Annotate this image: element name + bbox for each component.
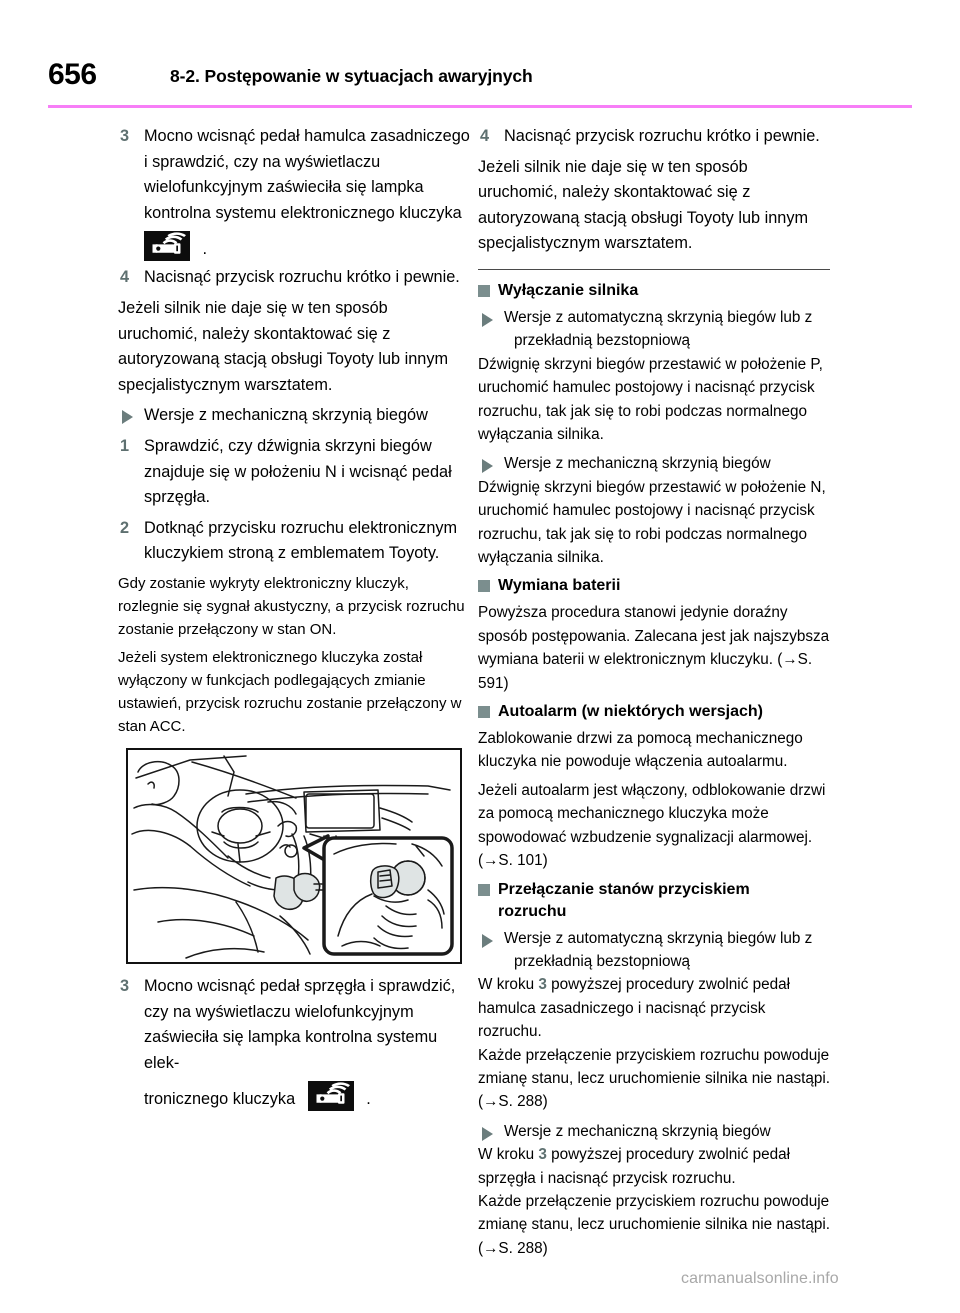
step-number: 4 xyxy=(480,127,490,145)
step-text-continuation-line xyxy=(118,1081,470,1113)
switch-text-suffix: powyższej procedury zwolnić pedał hamulca zasadniczego i nacisnąć przycisk rozruchu. xyxy=(478,976,791,1041)
paragraph-battery-replacement: Powyższa procedura stanowi jedynie doraźny sposób postępowania. Zalecana jest jak najszybsza wymiana baterii w elektronicznym kluczyku. (→S. 591) xyxy=(478,604,830,692)
bullet-automatic-transmission xyxy=(478,927,830,974)
switch-text-prefix: W kroku xyxy=(478,1146,535,1164)
paragraph-contact-dealer: Jeżeli silnik nie daje się w ten sposób uruchomić, należy skontaktować się z autoryzowaną stacją obsługi Toyoty lub innym specjalistycznym warsztatem. xyxy=(478,157,809,253)
inline-step-number: 3 xyxy=(538,976,547,994)
step-item xyxy=(478,124,830,150)
step-item xyxy=(118,124,470,226)
step-text-tail: tronicznego kluczyka xyxy=(144,1090,296,1109)
step-text: Sprawdzić, czy dźwignia skrzyni biegów znajduje się w położeniu N i wcisnąć pedał sprzęgła. xyxy=(144,436,452,507)
bullet-label: Wersje z mechaniczną skrzynią biegów xyxy=(504,455,771,473)
inline-step-number: 3 xyxy=(538,1146,547,1164)
section-title: 8-2. Postępowanie w sytuacjach awaryjnych xyxy=(170,66,533,86)
paragraph-switch-automatic xyxy=(478,973,830,1043)
footer-watermark: carmanualsonline.info xyxy=(681,1270,839,1287)
heading-battery-replacement xyxy=(478,575,830,597)
step-item xyxy=(118,974,470,1076)
paragraph-shutdown-automatic: Dźwignię skrzyni biegów przestawić w położenie P, uruchomić hamulec postojowy i nacisnąć przycisk rozruchu, tak jak się to robi podczas normalnego wyłączania silnika. xyxy=(478,355,823,443)
bullet-label: Wersje z mechaniczną skrzynią biegów xyxy=(504,1122,771,1140)
step-text: Mocno wcisnąć pedał hamulca zasadniczego i sprawdzić, czy na wyświetlaczu wielofunkcyjnym zaświeciła się lampka kontrolna systemu elektronicznego kluczyka xyxy=(144,127,470,222)
heading-label: Autoalarm (w niektórych wersjach) xyxy=(498,703,763,721)
bullet-automatic-transmission xyxy=(478,306,830,353)
step-number: 2 xyxy=(120,518,130,537)
paragraph-system-disabled: Jeżeli system elektronicznego kluczyka został wyłączony w funkcjach podlegających zmianie ustawień, przycisk rozruchu zostanie przełączony w stan ACC. xyxy=(118,648,462,735)
bullet-label: Wersje z automatyczną skrzynią biegów lub z przekładnią bezstopniową xyxy=(504,929,813,970)
step-text: Nacisnąć przycisk rozruchu krótko i pewnie. xyxy=(144,268,460,287)
heading-label: Wyłączanie silnika xyxy=(498,281,639,299)
step-text: Nacisnąć przycisk rozruchu krótko i pewnie. xyxy=(504,127,820,145)
switch-text-suffix: powyższej procedury zwolnić pedał sprzęgła i nacisnąć przycisk rozruchu. xyxy=(478,1146,791,1187)
page-header xyxy=(0,0,960,112)
paragraph-switch-manual xyxy=(478,1143,830,1190)
bullet-label: Wersje z automatyczną skrzynią biegów lub z przekładnią bezstopniową xyxy=(504,308,813,350)
bullet-manual-transmission xyxy=(478,1120,830,1143)
electronic-key-lamp-icon xyxy=(144,231,190,261)
heading-label: Wymiana baterii xyxy=(498,577,621,595)
step-number: 4 xyxy=(120,268,130,287)
right-column xyxy=(478,124,830,1260)
step-item xyxy=(118,265,470,291)
heading-label-line1: Przełączanie stanów przyciskiem xyxy=(498,880,750,898)
step-text: Mocno wcisnąć pedał sprzęgła i sprawdzić, czy na wyświetlaczu wielofunkcyjnym zaświeciła się lampka kontrolna systemu elek- xyxy=(144,976,456,1072)
step-item xyxy=(118,434,470,511)
left-column xyxy=(118,124,470,1113)
illustration-car-interior-start-button xyxy=(126,748,462,964)
step-number: 1 xyxy=(120,436,130,455)
step-number: 3 xyxy=(120,127,130,145)
step-number: 3 xyxy=(120,976,130,995)
heading-start-button-states xyxy=(478,879,830,923)
step-item xyxy=(118,516,470,567)
bullet-manual-transmission xyxy=(478,452,830,475)
heading-engine-shutdown xyxy=(478,280,830,302)
header-divider-rule xyxy=(48,105,912,108)
bullet-manual-transmission xyxy=(118,403,470,429)
page-number: 656 xyxy=(48,58,97,91)
heading-autoalarm xyxy=(478,701,830,723)
paragraph-switch-automatic-note: Każde przełączenie przyciskiem rozruchu powoduje zmianę stanu, lecz uruchomienie silnika nie nastąpi. (→S. 288) xyxy=(478,1046,831,1111)
paragraph-switch-manual-note: Każde przełączenie przyciskiem rozruchu powoduje zmianę stanu, lecz uruchomienie silnika nie nastąpi. (→S. 288) xyxy=(478,1192,831,1257)
key-icon-trailing-punctuation: . xyxy=(366,1090,371,1109)
section-divider-rule xyxy=(478,269,830,270)
key-icon-line xyxy=(118,231,470,261)
paragraph-key-detected: Gdy zostanie wykryty elektroniczny kluczyk, rozlegnie się sygnał akustyczny, a przycisk rozruchu zostanie przełączony w stan ON. xyxy=(118,574,465,638)
electronic-key-lamp-icon xyxy=(308,1081,354,1111)
paragraph-alarm-lock: Zablokowanie drzwi za pomocą mechanicznego kluczyka nie powoduje włączenia autoalarmu. xyxy=(478,730,803,771)
paragraph-alarm-unlock: Jeżeli autoalarm jest włączony, odblokowanie drzwi za pomocą mechanicznego kluczyka może spowodować wzbudzenie sygnalizacji alarmowej. (→S. 101) xyxy=(478,781,826,870)
paragraph-shutdown-manual: Dźwignię skrzyni biegów przestawić w położenie N, uruchomić hamulec postojowy i nacisnąć przycisk rozruchu, tak jak się to robi podczas normalnego wyłączania silnika. xyxy=(478,478,826,567)
heading-label-line2: rozruchu xyxy=(498,902,567,920)
key-icon-trailing-punctuation: . xyxy=(202,240,207,259)
bullet-label: Wersje z mechaniczną skrzynią biegów xyxy=(144,406,428,425)
step-text: Dotknąć przycisku rozruchu elektronicznym kluczykiem stroną z emblematem Toyoty. xyxy=(144,518,458,563)
paragraph-contact-dealer: Jeżeli silnik nie daje się w ten sposób uruchomić, należy skontaktować się z autoryzowaną stacją obsługi Toyoty lub innym specjalistycznym warsztatem. xyxy=(118,298,449,394)
switch-text-prefix: W kroku xyxy=(478,976,535,994)
